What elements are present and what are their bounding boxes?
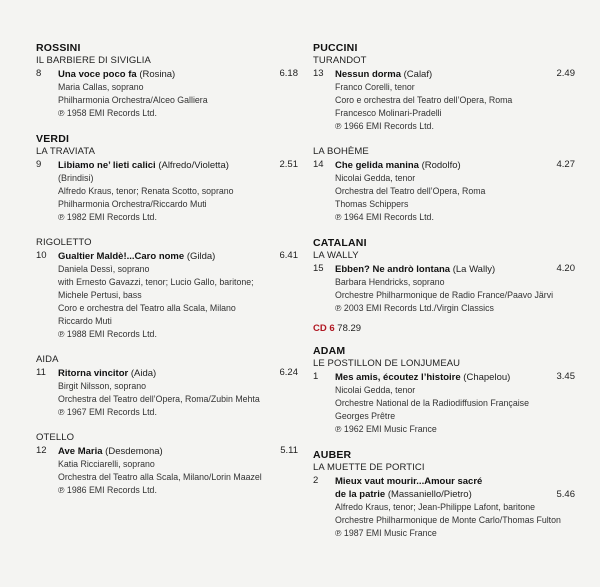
opera-title: TURANDOT: [313, 55, 367, 66]
orchestra-line: Philharmonia Orchestra/Alceo Galliera: [58, 95, 208, 105]
aria-title: Mieux vaut mourir...Amour sacré: [335, 476, 483, 487]
performer-line: Katia Ricciarelli, soprano: [58, 459, 155, 469]
aria-title: Libiamo ne’ lieti calici: [58, 160, 156, 171]
aria-title: Mes amis, écoutez l’histoire: [335, 372, 461, 383]
track-duration: 3.45: [556, 371, 575, 382]
track-block-14: [313, 146, 575, 224]
opera-title: IL BARBIERE DI SIVIGLIA: [36, 55, 151, 66]
track-entry: [36, 68, 298, 120]
track-number: 2: [313, 475, 319, 486]
orchestra-line: Orchestra del Teatro dell’Opera, Roma/Zubin Mehta: [58, 394, 260, 404]
aria-title: Ave Maria: [58, 446, 103, 457]
performer-line: Alfredo Kraus, tenor; Renata Scotto, soprano: [58, 186, 234, 196]
track-block-cd6-2: [313, 449, 575, 540]
aria-title: Ritorna vincitor: [58, 368, 129, 379]
copyright-line: ℗ 1966 EMI Records Ltd.: [335, 121, 434, 131]
track-duration: 6.41: [279, 250, 298, 261]
opera-title: LE POSTILLON DE LONJUMEAU: [313, 358, 461, 369]
copyright-line: ℗ 1988 EMI Records Ltd.: [58, 329, 157, 339]
performer-line: Barbara Hendricks, soprano: [335, 277, 445, 287]
composer-name: ROSSINI: [36, 42, 81, 54]
track-duration: 6.24: [279, 367, 298, 378]
opera-title: LA TRAVIATA: [36, 146, 95, 157]
track-block-12: [36, 432, 298, 497]
orchestra-line: Philharmonia Orchestra/Riccardo Muti: [58, 199, 207, 209]
track-duration: 5.46: [556, 489, 575, 500]
role-name: (Aida): [130, 368, 157, 379]
track-duration: 4.20: [556, 263, 575, 274]
track-number: 9: [36, 159, 42, 170]
track-number: 11: [36, 367, 46, 378]
track-entry: [36, 250, 298, 341]
orchestra-line: Orchestra del Teatro dell’Opera, Roma: [335, 186, 486, 196]
aria-subtitle: (Brindisi): [58, 173, 94, 183]
track-duration: 2.51: [279, 159, 298, 170]
opera-title: LA BOHÈME: [313, 146, 369, 157]
track-block-13: [313, 42, 575, 133]
track-number: 14: [313, 159, 324, 170]
role-name: (La Wally): [452, 264, 496, 275]
copyright-line: ℗ 1987 EMI Music France: [335, 528, 437, 538]
orchestra-line: Orchestre Philharmonique de Monte Carlo/Thomas Fulton: [335, 515, 561, 525]
aria-title: Una voce poco fa: [58, 69, 137, 80]
right-column: [313, 42, 575, 553]
track-number: 13: [313, 68, 324, 79]
copyright-line: ℗ 1982 EMI Records Ltd.: [58, 212, 157, 222]
track-duration: 2.49: [556, 68, 575, 79]
track-entry: [313, 475, 575, 540]
track-entry: [36, 367, 298, 419]
composer-name: ADAM: [313, 345, 346, 357]
opera-title: OTELLO: [36, 432, 75, 443]
copyright-line: ℗ 1967 EMI Records Ltd.: [58, 407, 157, 417]
performer-line: Alfredo Kraus, tenor; Jean-Philippe Lafont, baritone: [335, 502, 536, 512]
track-entry: [36, 445, 298, 497]
track-duration: 5.11: [280, 445, 298, 456]
composer-name: VERDI: [36, 133, 70, 145]
conductor-line: Thomas Schippers: [335, 199, 409, 209]
role-name: (Alfredo/Violetta): [158, 160, 229, 171]
orchestra-line: Orchestre National de la Radiodiffusion Française: [335, 398, 529, 408]
aria-title-continued: de la patrie: [335, 489, 386, 500]
cd-total-time: 78.29: [337, 323, 362, 334]
performer-line: Michele Pertusi, bass: [58, 290, 142, 300]
cd-label: CD 6: [313, 323, 335, 334]
aria-title: Che gelida manina: [335, 160, 419, 171]
opera-title: AIDA: [36, 354, 59, 365]
performer-line: Birgit Nilsson, soprano: [58, 381, 147, 391]
cd-heading: [313, 323, 575, 334]
role-name: (Rosina): [139, 69, 176, 80]
conductor-line: Francesco Molinari-Pradelli: [335, 108, 442, 118]
track-duration: 6.18: [279, 68, 298, 79]
copyright-line: ℗ 1964 EMI Records Ltd.: [335, 212, 434, 222]
performer-line: Maria Callas, soprano: [58, 82, 144, 92]
track-duration: 4.27: [556, 159, 575, 170]
track-block-cd6-1: [313, 345, 575, 436]
aria-title: Ebben? Ne andrò lontana: [335, 264, 451, 275]
copyright-line: ℗ 1958 EMI Records Ltd.: [58, 108, 157, 118]
role-name: (Rodolfo): [421, 160, 461, 171]
track-number: 8: [36, 68, 42, 79]
orchestra-line: Orchestre Philharmonique de Radio France/Paavo Järvi: [335, 290, 554, 300]
track-block-11: [36, 354, 298, 419]
performer-line: Daniela Dessì, soprano: [58, 264, 150, 274]
aria-title: Gualtier Maldè!...Caro nome: [58, 251, 185, 262]
track-entry: [313, 263, 575, 315]
track-entry: [313, 68, 575, 133]
aria-title: Nessun dorma: [335, 69, 401, 80]
opera-title: LA WALLY: [313, 250, 359, 261]
conductor-line: Georges Prêtre: [335, 411, 396, 421]
performer-line: Franco Corelli, tenor: [335, 82, 415, 92]
role-name: (Calaf): [403, 69, 433, 80]
track-number: 1: [313, 371, 319, 382]
composer-name: CATALANI: [313, 237, 367, 249]
copyright-line: ℗ 1962 EMI Music France: [335, 424, 437, 434]
track-block-8: [36, 42, 298, 120]
role-name: (Gilda): [186, 251, 216, 262]
orchestra-line: Coro e orchestra del Teatro alla Scala, Milano: [58, 303, 236, 313]
track-entry: [313, 159, 575, 224]
role-name: (Chapelou): [463, 372, 511, 383]
track-entry: [313, 371, 575, 436]
role-name: (Massaniello/Pietro): [387, 489, 472, 500]
role-name: (Desdemona): [105, 446, 163, 457]
track-entry: [36, 159, 298, 224]
track-block-15: [313, 237, 575, 315]
performer-line: with Ernesto Gavazzi, tenor; Lucio Gallo, baritone;: [58, 277, 254, 287]
orchestra-line: Orchestra del Teatro alla Scala, Milano/Lorin Maazel: [58, 472, 262, 482]
orchestra-line: Coro e orchestra del Teatro dell’Opera, Roma: [335, 95, 513, 105]
performer-line: Nicolai Gedda, tenor: [335, 385, 416, 395]
opera-title: LA MUETTE DE PORTICI: [313, 462, 425, 473]
track-block-10: [36, 237, 298, 341]
opera-title: RIGOLETTO: [36, 237, 92, 248]
conductor-line: Riccardo Muti: [58, 316, 112, 326]
track-number: 10: [36, 250, 47, 261]
left-column: [36, 42, 298, 510]
track-block-9: [36, 133, 298, 224]
track-number: 12: [36, 445, 47, 456]
copyright-line: ℗ 2003 EMI Records Ltd./Virgin Classics: [335, 303, 494, 313]
copyright-line: ℗ 1986 EMI Records Ltd.: [58, 485, 157, 495]
performer-line: Nicolai Gedda, tenor: [335, 173, 416, 183]
composer-name: AUBER: [313, 449, 352, 461]
track-number: 15: [313, 263, 324, 274]
composer-name: PUCCINI: [313, 42, 358, 54]
